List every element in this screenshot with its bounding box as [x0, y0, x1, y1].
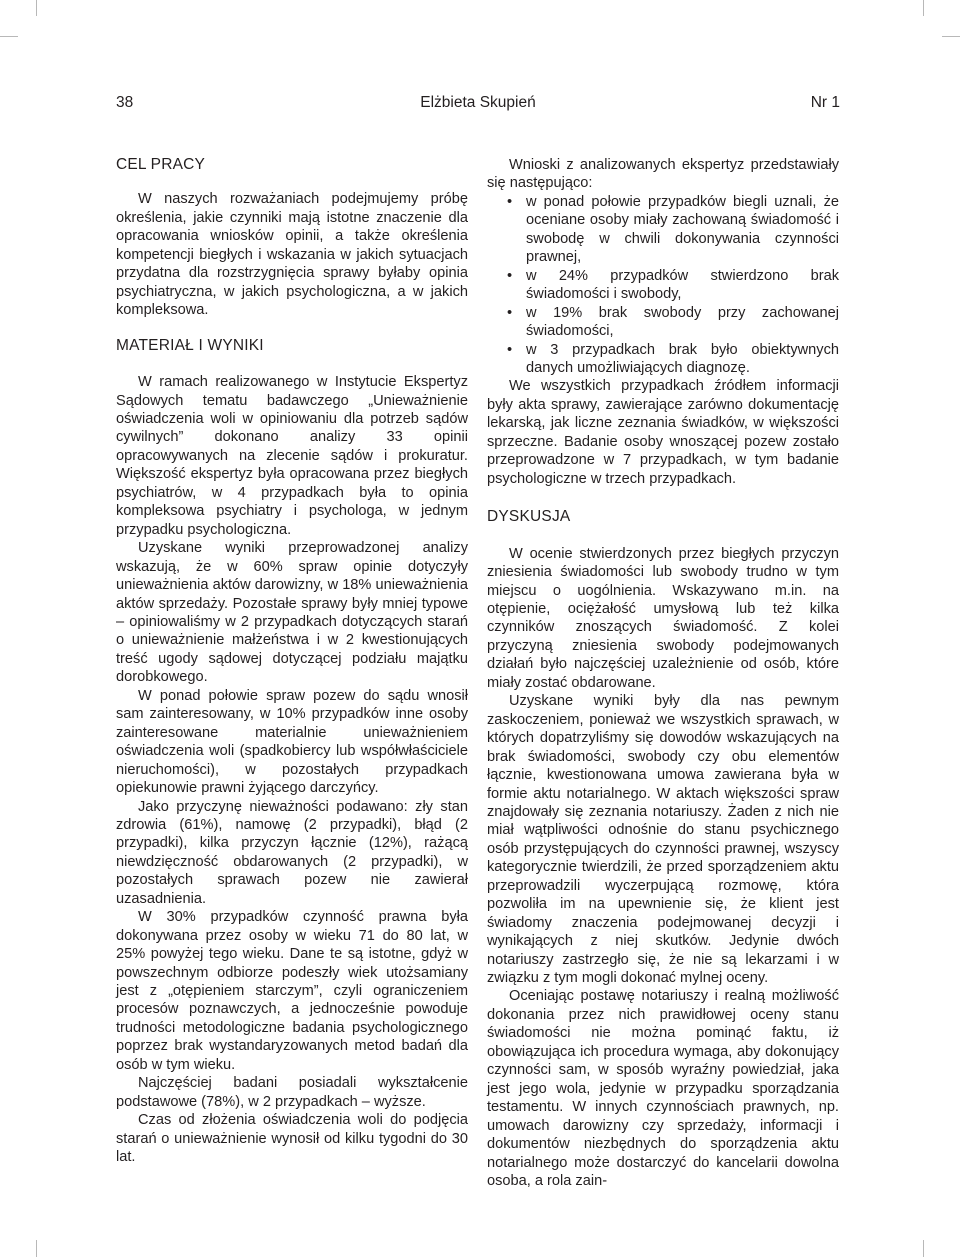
right-column — [487, 156, 839, 1190]
paragraph: W ponad połowie spraw pozew do sądu wnosił sam zainteresowany, w 10% przypadków inne osoby zainteresowane materialnie unieważnieniem oświadczenia woli (spadkobiercy lub współwłaściciele nieruchomości), w pozostałych przypadkach opiekunowie prawni żyjącego darczyńcy. — [116, 687, 468, 797]
paragraph: Jako przyczynę nieważności podawano: zły stan zdrowia (61%), namowę (2 przypadki), błąd (2 przypadki), kilka przyczyn łącznie (12%), rażącą niewdzięczność obdarowanych (2 przypadki), w pozostałych sprawach pozew nie zawierał uzasadnienia. — [116, 798, 468, 907]
paragraph: Czas od złożenia oświadczenia woli do podjęcia starań o unieważnienie wynosił od kilku tygodni do 30 lat. — [116, 1112, 468, 1166]
paragraph: Uzyskane wyniki przeprowadzonej analizy wskazują, że w 60% spraw opinie dotyczyły unieważnienia aktów darowizny, w 18% unieważnienia aktów sprzedaży. Pozostałe sprawy były mniej typowe – opiniowaliśmy w 2 przypadkach dotyczących starań o unieważnienie małżeństwa i w 2 kwestionujących treść ugody sądowej dotyczącej podziału majątku dorobkowego. — [116, 540, 468, 686]
section-heading-material-i-wyniki: MATERIAŁ I WYNIKI — [116, 336, 264, 354]
paragraph: W ocenie stwierdzonych przez biegłych przyczyn zniesienia świadomości lub swobody trudno w tym miejscu o uogólnienia. Wskazywano m.in. na otępienie, ociężałość umysłową lub też kilka czynników znoszących świadomość. Z kolei przyczyną zniesienia swobody podejmowanych działań było najczęściej uzależnienie od osób, które miały zostać obdarowane. — [487, 545, 839, 691]
conclusions-list — [487, 193, 839, 378]
paragraph: W ramach realizowanego w Instytucie Ekspertyz Sądowych tematu badawczego „Unieważnienie oświadczenia woli w opiniowaniu dla potrzeb sądów cywilnych” dokonano analizy 33 opinii opracowywanych na zlecenie sądów i prokuratur. Większość ekspertyz była opracowana przez biegłych psychiatrów, w 4 przypadkach była to opinia kompleksowa psychiatry i psychologa, w jednym przypadku psychologiczna. — [116, 374, 468, 538]
paragraph: Oceniając postawę notariuszy i realną możliwość dokonania przez nich prawidłowej oceny stanu świadomości nie można pominąć faktu, iż obowiązująca ich procedura wymaga, aby dokonujący czynności sam, w sposób wyraźny powiedział, jaka jest jego wola, jedynie w przypadku sporządzania testamentu. W innych czynnościach prawnych, np. umowach darowizny czy sprzedaży, informacji i dokumentów niezbędnych do sporządzenia aktu notarialnego może dostarczyć do kancelarii dowolna osoba, a rola zain- — [487, 988, 839, 1190]
section-heading-cel-pracy: CEL PRACY — [116, 156, 206, 173]
paragraph: Najczęściej badani posiadali wykształcenie podstawowe (78%), w 2 przypadkach – wyższe. — [116, 1075, 468, 1110]
paragraph: W naszych rozważaniach podejmujemy próbę określenia, jakie czynniki mają istotne znaczenie dla opracowania wniosków opinii, a także określenia kompetencji biegłych i wskazania w jakich sytuacjach przydatna dla rozstrzygnięcia sprawy byłaby opinia psychiatryczna, w jakich psychologiczna, a w jakich kompleksowa. — [116, 191, 468, 319]
page-number: 38 — [116, 94, 134, 111]
bullet-icon: • — [507, 341, 513, 358]
crop-mark-top-right-h — [942, 36, 960, 37]
crop-mark-top-left — [36, 0, 37, 16]
list-item-text: w ponad połowie przypadków biegli uznali, że oceniane osoby miały zachowaną świadomość i swobodę w chwili dokonywania czynności prawnej, — [526, 193, 839, 266]
list-item-text: w 24% przypadków stwierdzono brak świadomości i swobody, — [526, 267, 839, 303]
bullet-icon: • — [507, 304, 513, 321]
paragraph: W 30% przypadków czynność prawna była dokonywana przez osoby w wieku 71 do 80 lat, w 25% powyżej tego wieku. Dane te są istotne, gdyż w powszechnym odbiorze podeszły wiek utożsamiany jest z „otępieniem starczym”, czyli ograniczeniem procesów poznawczych, a jednocześnie powoduje trudności metodologiczne badania psychologicznego poprzez brak wystandaryzowanych metod badań dla osób w tym wieku. — [116, 909, 468, 1073]
issue-number: Nr 1 — [810, 94, 840, 111]
crop-mark-bottom-right — [923, 1240, 924, 1257]
list-item — [487, 267, 839, 304]
list-item — [487, 193, 839, 267]
crop-mark-bottom-left — [36, 1240, 37, 1257]
section-heading-dyskusja: DYSKUSJA — [487, 508, 571, 526]
paragraph: Uzyskane wyniki były dla nas pewnym zaskoczeniem, ponieważ we wszystkich sprawach, w których dopatrzyliśmy się dowodów wskazujących na brak świadomości, swobody czy obu elementów łącznie, kwestionowana umowa zawierana była w formie aktu notarialnego. W aktach większości spraw znajdowały się zeznania notariuszy. Żaden z nich nie miał wątpliwości odnośnie do stanu psychicznego osób przystępujących do czynności prawnej, wszyscy kategorycznie twierdzili, że przed sporządzeniem aktu przeprowadzili wyczerpującą rozmowę, która pozwoliła im na upewnienie się, że klient jest świadomy znaczenia podejmowanej decyzji i wynikających z niej skutków. Jedynie dwóch notariuszy zastrzegło się, że nie są lekarzami i w związku z tym mogli dokonać mylnej oceny. — [487, 693, 839, 987]
list-item-text: w 19% brak swobody przy zachowanej świadomości, — [526, 304, 839, 340]
paragraph: We wszystkich przypadkach źródłem informacji były akta sprawy, zawierające zarówno dokumentację lekarską, jak liczne zeznania świadków, w większości sprzeczne. Badanie osoby wnoszącej pozew zostało przeprowadzone w 7 przypadkach, w tym badanie psychologiczne w trzech przypadkach. — [487, 378, 839, 487]
list-item — [487, 304, 839, 341]
list-item — [487, 341, 839, 378]
bullet-icon: • — [507, 193, 513, 210]
running-header — [116, 94, 840, 116]
paragraph-intro: Wnioski z analizowanych ekspertyz przedstawiały się następująco: — [487, 157, 839, 192]
bullet-icon: • — [507, 267, 513, 284]
crop-mark-top-left-h — [0, 36, 18, 37]
running-author: Elżbieta Skupień — [420, 94, 536, 111]
list-item-text: w 3 przypadkach brak było obiektywnych danych umożliwiających diagnozę. — [526, 341, 839, 376]
crop-mark-top-right — [923, 0, 924, 16]
left-column — [116, 156, 468, 1167]
